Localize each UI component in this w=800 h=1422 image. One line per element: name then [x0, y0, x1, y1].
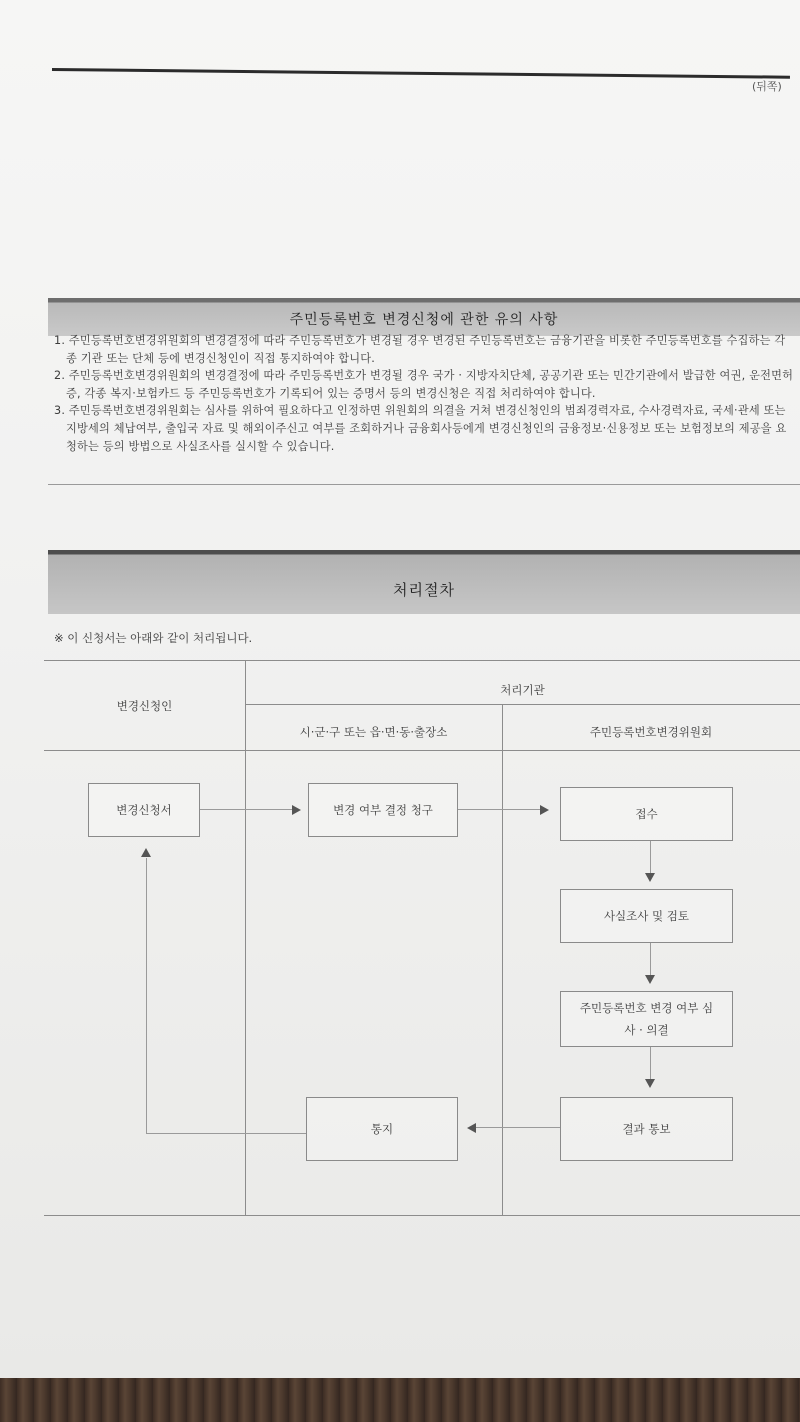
notes-item-3: 3. 주민등록번호변경위원회는 심사를 위하여 필요하다고 인정하면 위원회의 의결을 거쳐 변경신청인의 범죄경력자료, 수사경력자료, 국세·관세 또는 지방세의 체납여부, 출입국 자료 및 해외이주신고 여부를 조회하거나 금융회사등에게 변경신청인의 금융정보·신용정보 또는 보험정보의 제공을 요청하는 등의 방법으로 사실조사를 실시할 수 있습니다.	[54, 404, 787, 453]
step-application-box	[88, 783, 200, 837]
notes-section-title: 주민등록번호 변경신청에 관한 유의 사항	[48, 298, 800, 336]
arrow-right-icon	[292, 805, 301, 815]
arrow-right-icon	[540, 805, 549, 815]
step-deliberation-box	[560, 991, 733, 1047]
column-header-local-office: 시·군·구 또는 읍·면·동·출장소	[299, 725, 448, 739]
notes-item-2: 2. 주민등록번호변경위원회의 변경결정에 따라 주민등록번호가 변경될 경우 국가 · 지방자치단체, 공공기관 또는 민간기관에서 발급한 여권, 운전면허증, 각종 복지·보험카드 등 주민등록번호가 기록되어 있는 증명서 등의 변경신청은 직접 처리하여야 합니다.	[54, 369, 794, 400]
arrow-down-icon	[645, 1079, 655, 1088]
column-header-agency-group: 처리기관	[500, 683, 545, 697]
connector-request-receipt	[458, 809, 540, 810]
connector-return-up	[146, 858, 147, 1133]
arrow-down-icon	[645, 975, 655, 984]
step-notice-box	[306, 1097, 458, 1161]
flow-subheader-rule	[245, 704, 800, 705]
step-investigation-box	[560, 889, 733, 943]
column-header-applicant: 변경신청인	[116, 699, 173, 713]
flow-bottom-rule	[44, 1215, 800, 1216]
step-request-box	[308, 783, 458, 837]
connector-notice-return	[146, 1133, 306, 1134]
step-deliberation-label: 주민등록번호 변경 여부 심사 · 의결	[579, 1001, 714, 1037]
connector-application-request	[200, 809, 292, 810]
step-result-label: 결과 통보	[622, 1122, 671, 1136]
procedure-section-title: 처리절차	[48, 550, 800, 614]
step-notice-label: 통지	[370, 1122, 394, 1136]
procedure-note: ※ 이 신청서는 아래와 같이 처리됩니다.	[54, 631, 253, 645]
notes-bottom-rule	[48, 484, 800, 485]
notes-list	[54, 332, 794, 455]
connector-deliberation-result	[650, 1047, 651, 1079]
flow-top-rule	[44, 660, 800, 661]
flow-column-divider-2	[502, 704, 503, 1215]
connector-investigation-deliberation	[650, 943, 651, 975]
arrow-up-icon	[141, 848, 151, 857]
connector-result-notice	[476, 1127, 560, 1128]
column-header-committee: 주민등록번호변경위원회	[589, 725, 713, 739]
step-result-box	[560, 1097, 733, 1161]
step-investigation-label: 사실조사 및 검토	[603, 909, 690, 923]
flow-column-divider-1	[245, 660, 246, 1215]
wooden-surface-background	[0, 1378, 800, 1422]
step-application-label: 변경신청서	[116, 803, 172, 817]
step-receipt-label: 접수	[635, 807, 658, 821]
arrow-down-icon	[645, 873, 655, 882]
arrow-left-icon	[467, 1123, 476, 1133]
flow-header-bottom-rule	[44, 750, 800, 751]
top-rule	[52, 68, 790, 79]
connector-receipt-investigation	[650, 841, 651, 873]
back-side-label: (뒤쪽)	[752, 80, 782, 93]
step-receipt-box	[560, 787, 733, 841]
notes-item-1: 1. 주민등록번호변경위원회의 변경결정에 따라 주민등록번호가 변경될 경우 변경된 주민등록번호는 금융기관을 비롯한 주민등록번호를 수집하는 각종 기관 또는 단체 등에 변경신청인이 직접 통지하여야 합니다.	[54, 334, 786, 365]
step-request-label: 변경 여부 결정 청구	[333, 803, 433, 817]
